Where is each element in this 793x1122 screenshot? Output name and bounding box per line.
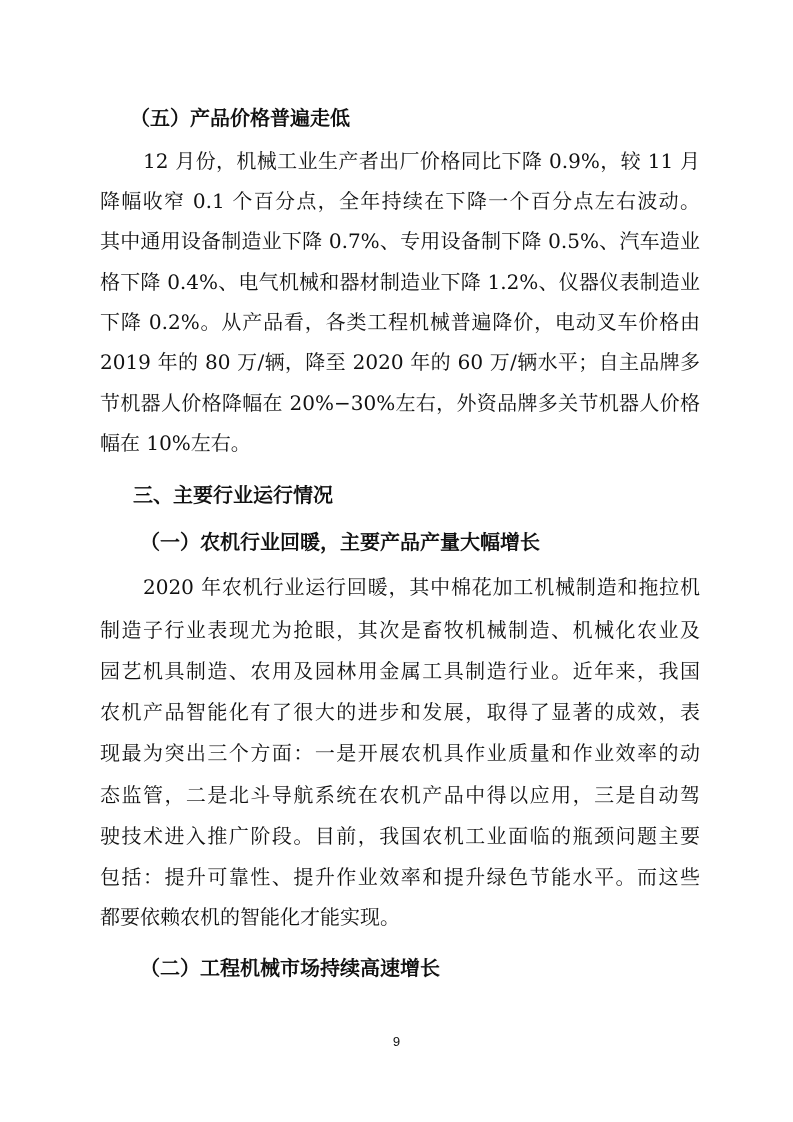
paragraph-line: 幅在 10%左右。 — [100, 431, 251, 455]
paragraph-line: 驶技术进入推广阶段。目前，我国农机工业面临的瓶颈问题主要 — [100, 824, 700, 848]
section5-heading: （五）产品价格普遍走低 — [130, 106, 350, 130]
page-number: 9 — [392, 1034, 401, 1049]
paragraph-line: 态监管，二是北斗导航系统在农机产品中得以应用，三是自动驾 — [100, 783, 700, 807]
paragraph-line: 2020 年农机行业运行回暖，其中棉花加工机械制造和拖拉机 — [143, 575, 700, 599]
paragraph-line: 其中通用设备制造业下降 0.7%、专用设备制下降 0.5%、汽车造业 — [100, 229, 700, 253]
paragraph-line: 格下降 0.4%、电气机械和器材制造业下降 1.2%、仪器仪表制造业 — [100, 270, 700, 294]
paragraph-line: 制造子行业表现尤为抢眼，其次是畜牧机械制造、机械化农业及 — [100, 618, 700, 642]
chapter3-heading: 三、主要行业运行情况 — [133, 483, 333, 507]
paragraph-line: 都要依赖农机的智能化才能实现。 — [100, 905, 400, 929]
paragraph-line: 降幅收窄 0.1 个百分点，全年持续在下降一个百分点左右波动。 — [100, 189, 700, 213]
paragraph-line: 节机器人价格降幅在 20%−30%左右，外资品牌多关节机器人价格 — [100, 391, 700, 415]
paragraph-line: 下降 0.2%。从产品看，各类工程机械普遍降价，电动叉车价格由 — [100, 310, 700, 334]
paragraph-line: 包括：提升可靠性、提升作业效率和提升绿色节能水平。而这些 — [100, 865, 700, 889]
paragraph-line: 园艺机具制造、农用及园林用金属工具制造行业。近年来，我国 — [100, 659, 700, 683]
section2-heading: （二）工程机械市场持续高速增长 — [140, 956, 440, 980]
paragraph-line: 现最为突出三个方面：一是开展农机具作业质量和作业效率的动 — [100, 741, 700, 765]
section1-heading: （一）农机行业回暖，主要产品产量大幅增长 — [140, 530, 540, 554]
paragraph-line: 12 月份，机械工业生产者出厂价格同比下降 0.9%，较 11 月 — [143, 149, 700, 173]
paragraph-line: 2019 年的 80 万/辆，降至 2020 年的 60 万/辆水平；自主品牌多 — [100, 350, 700, 374]
paragraph-line: 农机产品智能化有了很大的进步和发展，取得了显著的成效，表 — [100, 700, 700, 724]
